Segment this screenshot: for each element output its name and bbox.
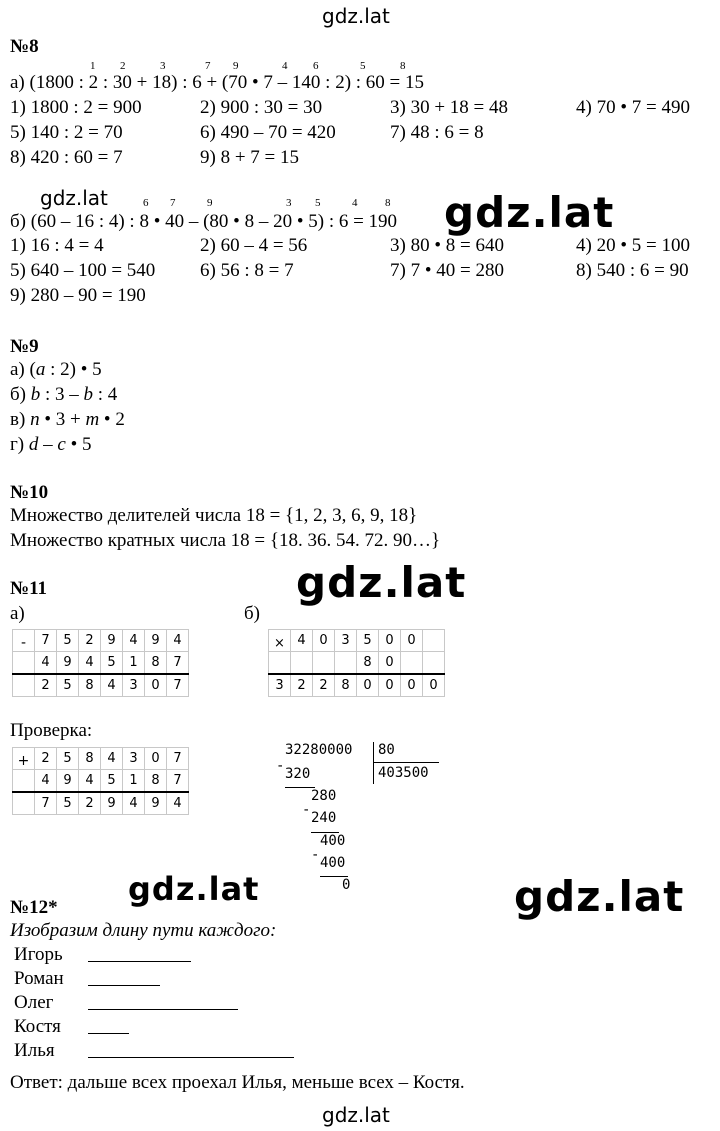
- minus-sign: -: [276, 758, 285, 774]
- order-mark: 1: [90, 60, 96, 72]
- step-line: 6) 490 – 70 = 420: [200, 122, 336, 143]
- digit-cell: 0: [379, 674, 401, 697]
- digit-cell: 2: [313, 674, 335, 697]
- path-length-line: [88, 985, 160, 986]
- step-line: 5) 140 : 2 = 70: [10, 122, 123, 143]
- watermark: gdz.lat: [296, 558, 467, 607]
- digit-cell: 4: [101, 748, 123, 770]
- watermark: gdz.lat: [40, 186, 108, 210]
- multiplication-grid: [268, 629, 445, 697]
- digit-cell: 8: [145, 652, 167, 675]
- person-name: Илья: [14, 1040, 55, 1061]
- expression-line: [10, 359, 102, 381]
- digit-cell: [423, 652, 445, 675]
- person-name: Костя: [14, 1016, 61, 1037]
- expression-part: в): [10, 409, 31, 430]
- step-line: 4) 70 • 7 = 490: [576, 97, 690, 118]
- sign-cell: [13, 674, 35, 697]
- expression-part: : 4: [93, 384, 118, 405]
- variable: a: [35, 359, 46, 380]
- digit-cell: 8: [357, 652, 379, 675]
- digit-cell: 3: [335, 630, 357, 652]
- sign-cell: [13, 770, 35, 793]
- digit-cell: 9: [145, 792, 167, 815]
- path-length-line: [88, 1057, 294, 1058]
- digit-cell: 8: [335, 674, 357, 697]
- expression-part: • 3 +: [39, 409, 86, 430]
- order-mark: 7: [205, 60, 211, 72]
- grid-row: [269, 652, 445, 675]
- expression-part: б): [10, 384, 31, 405]
- expression-line: [10, 434, 91, 456]
- order-mark: 4: [352, 197, 358, 209]
- digit-cell: 9: [145, 630, 167, 652]
- watermark: gdz.lat: [444, 188, 615, 237]
- task-title: №12*: [10, 897, 58, 918]
- order-mark: 7: [170, 197, 176, 209]
- division-step: 400: [320, 833, 346, 849]
- digit-cell: 2: [291, 674, 313, 697]
- digit-cell: 4: [123, 630, 145, 652]
- digit-cell: 0: [401, 630, 423, 652]
- digit-cell: [269, 652, 291, 675]
- division-bar: [373, 762, 439, 763]
- digit-cell: 5: [101, 652, 123, 675]
- division-step: 240: [311, 810, 337, 826]
- variable: n: [30, 409, 40, 430]
- digit-cell: 0: [401, 674, 423, 697]
- sign-cell: -: [13, 630, 35, 652]
- quotient: 403500: [378, 765, 429, 781]
- person-name: Игорь: [14, 944, 63, 965]
- digit-cell: 5: [57, 748, 79, 770]
- division-step: 400: [320, 855, 346, 871]
- order-mark: 5: [360, 60, 366, 72]
- path-length-line: [88, 961, 191, 962]
- division-step: 320: [285, 766, 311, 782]
- digit-cell: 5: [57, 630, 79, 652]
- digit-cell: 9: [101, 630, 123, 652]
- answer-line: Ответ: дальше всех проехал Илья, меньше всех – Костя.: [10, 1072, 465, 1093]
- digit-cell: 8: [145, 770, 167, 793]
- digit-cell: 0: [379, 652, 401, 675]
- digit-cell: 7: [167, 748, 189, 770]
- digit-cell: 4: [291, 630, 313, 652]
- digit-cell: 0: [379, 630, 401, 652]
- expression-part: : 3 –: [40, 384, 84, 405]
- order-mark: 2: [120, 60, 126, 72]
- path-length-line: [88, 1009, 238, 1010]
- order-mark: 6: [313, 60, 319, 72]
- digit-cell: 5: [57, 674, 79, 697]
- digit-cell: 4: [167, 792, 189, 815]
- grid-row: [269, 674, 445, 697]
- person-name: Олег: [14, 992, 54, 1013]
- variable: d: [28, 434, 39, 455]
- step-line: 2) 900 : 30 = 30: [200, 97, 323, 118]
- step-line: 4) 20 • 5 = 100: [576, 235, 690, 256]
- digit-cell: 3: [269, 674, 291, 697]
- digit-cell: 4: [79, 652, 101, 675]
- step-line: 9) 280 – 90 = 190: [10, 285, 146, 306]
- digit-cell: 8: [79, 674, 101, 697]
- addition-grid: [12, 747, 189, 815]
- digit-cell: 0: [145, 674, 167, 697]
- digit-cell: 7: [167, 770, 189, 793]
- digit-cell: 4: [79, 770, 101, 793]
- digit-cell: 5: [57, 792, 79, 815]
- divisors-line: Множество делителей числа 18 = {1, 2, 3, 6, 9, 18}: [10, 505, 418, 526]
- subtraction-grid: [12, 629, 189, 697]
- expression-line: [10, 409, 125, 431]
- order-mark: 8: [400, 60, 406, 72]
- grid-row: [13, 630, 189, 652]
- order-mark: 3: [286, 197, 292, 209]
- step-line: 2) 60 – 4 = 56: [200, 235, 308, 256]
- step-underline: [285, 787, 315, 788]
- digit-cell: 7: [167, 652, 189, 675]
- digit-cell: 3: [123, 674, 145, 697]
- step-line: 3) 30 + 18 = 48: [390, 97, 509, 118]
- digit-cell: 4: [123, 792, 145, 815]
- step-line: 5) 640 – 100 = 540: [10, 260, 156, 281]
- step-line: 3) 80 • 8 = 640: [390, 235, 504, 256]
- expression-part: • 2: [99, 409, 125, 430]
- step-underline: [311, 832, 339, 833]
- step-line: 8) 540 : 6 = 90: [576, 260, 689, 281]
- variable: m: [85, 409, 100, 430]
- expression-part: г): [10, 434, 29, 455]
- step-line: 7) 7 • 40 = 280: [390, 260, 504, 281]
- digit-cell: 7: [35, 792, 57, 815]
- digit-cell: 0: [423, 674, 445, 697]
- order-mark: 6: [143, 197, 149, 209]
- digit-cell: 2: [35, 748, 57, 770]
- digit-cell: 3: [123, 748, 145, 770]
- task-intro: Изобразим длину пути каждого:: [10, 920, 277, 941]
- expression-part: –: [38, 434, 58, 455]
- expression-part: а) (: [10, 359, 36, 380]
- digit-cell: [335, 652, 357, 675]
- grid-row: [13, 770, 189, 793]
- digit-cell: [291, 652, 313, 675]
- step-line: 1) 1800 : 2 = 900: [10, 97, 142, 118]
- grid-row: [269, 630, 445, 652]
- expression-a: а) (1800 : 2 : 30 + 18) : 6 + (70 • 7 – 140 : 2) : 60 = 15: [10, 72, 425, 93]
- grid-row: [13, 792, 189, 815]
- order-mark: 9: [233, 60, 239, 72]
- digit-cell: 0: [357, 674, 379, 697]
- order-mark: 9: [207, 197, 213, 209]
- variable: c: [57, 434, 66, 455]
- digit-cell: 5: [357, 630, 379, 652]
- digit-cell: 4: [167, 630, 189, 652]
- divisor: 80: [378, 742, 395, 758]
- order-mark: 3: [160, 60, 166, 72]
- digit-cell: 7: [167, 674, 189, 697]
- digit-cell: 0: [145, 748, 167, 770]
- minus-sign: -: [302, 802, 311, 818]
- digit-cell: 4: [35, 652, 57, 675]
- task-title: №10: [10, 482, 49, 503]
- expression-part: • 5: [65, 434, 92, 455]
- watermark: gdz.lat: [322, 4, 390, 28]
- step-line: 9) 8 + 7 = 15: [200, 147, 300, 168]
- digit-cell: 2: [79, 630, 101, 652]
- step-line: 6) 56 : 8 = 7: [200, 260, 294, 281]
- order-mark: 8: [385, 197, 391, 209]
- sign-cell: +: [13, 748, 35, 770]
- digit-cell: [313, 652, 335, 675]
- expression-b: б) (60 – 16 : 4) : 8 • 40 – (80 • 8 – 20 • 5) : 6 = 190: [10, 211, 398, 232]
- step-line: 8) 420 : 60 = 7: [10, 147, 123, 168]
- grid-row: [13, 674, 189, 697]
- task-title: №9: [10, 336, 39, 357]
- division-bar: [373, 742, 374, 784]
- watermark: gdz.lat: [514, 872, 685, 921]
- expression-line: [10, 384, 117, 406]
- minus-sign: -: [311, 847, 320, 863]
- dividend: 32280000: [285, 742, 353, 758]
- label-b: б): [244, 603, 260, 624]
- person-name: Роман: [14, 968, 64, 989]
- variable: b: [30, 384, 41, 405]
- sign-cell: [13, 792, 35, 815]
- sign-cell: [13, 652, 35, 675]
- digit-cell: 4: [101, 674, 123, 697]
- variable: b: [83, 384, 94, 405]
- division-step: 0: [342, 877, 351, 893]
- multiples-line: Множество кратных числа 18 = {18. 36. 54. 72. 90…}: [10, 530, 441, 551]
- digit-cell: 9: [57, 770, 79, 793]
- digit-cell: 0: [313, 630, 335, 652]
- digit-cell: 9: [57, 652, 79, 675]
- digit-cell: ×: [269, 630, 291, 652]
- digit-cell: 4: [35, 770, 57, 793]
- digit-cell: 7: [35, 630, 57, 652]
- order-mark: 4: [282, 60, 288, 72]
- step-line: 1) 16 : 4 = 4: [10, 235, 104, 256]
- grid-row: [13, 748, 189, 770]
- label-a: а): [10, 603, 25, 624]
- digit-cell: 2: [35, 674, 57, 697]
- task-title: №8: [10, 36, 39, 57]
- digit-cell: 5: [101, 770, 123, 793]
- digit-cell: 1: [123, 770, 145, 793]
- digit-cell: 2: [79, 792, 101, 815]
- check-label: Проверка:: [10, 720, 93, 741]
- watermark: gdz.lat: [322, 1103, 390, 1127]
- division-step: 280: [311, 788, 337, 804]
- step-underline: [320, 876, 348, 877]
- expression-part: : 2) • 5: [45, 359, 102, 380]
- grid-row: [13, 652, 189, 675]
- task-title: №11: [10, 578, 48, 599]
- path-length-line: [88, 1033, 129, 1034]
- order-mark: 5: [315, 197, 321, 209]
- digit-cell: 9: [101, 792, 123, 815]
- digit-cell: 8: [79, 748, 101, 770]
- digit-cell: [401, 652, 423, 675]
- watermark: gdz.lat: [128, 870, 260, 908]
- digit-cell: 1: [123, 652, 145, 675]
- digit-cell: [423, 630, 445, 652]
- step-line: 7) 48 : 6 = 8: [390, 122, 484, 143]
